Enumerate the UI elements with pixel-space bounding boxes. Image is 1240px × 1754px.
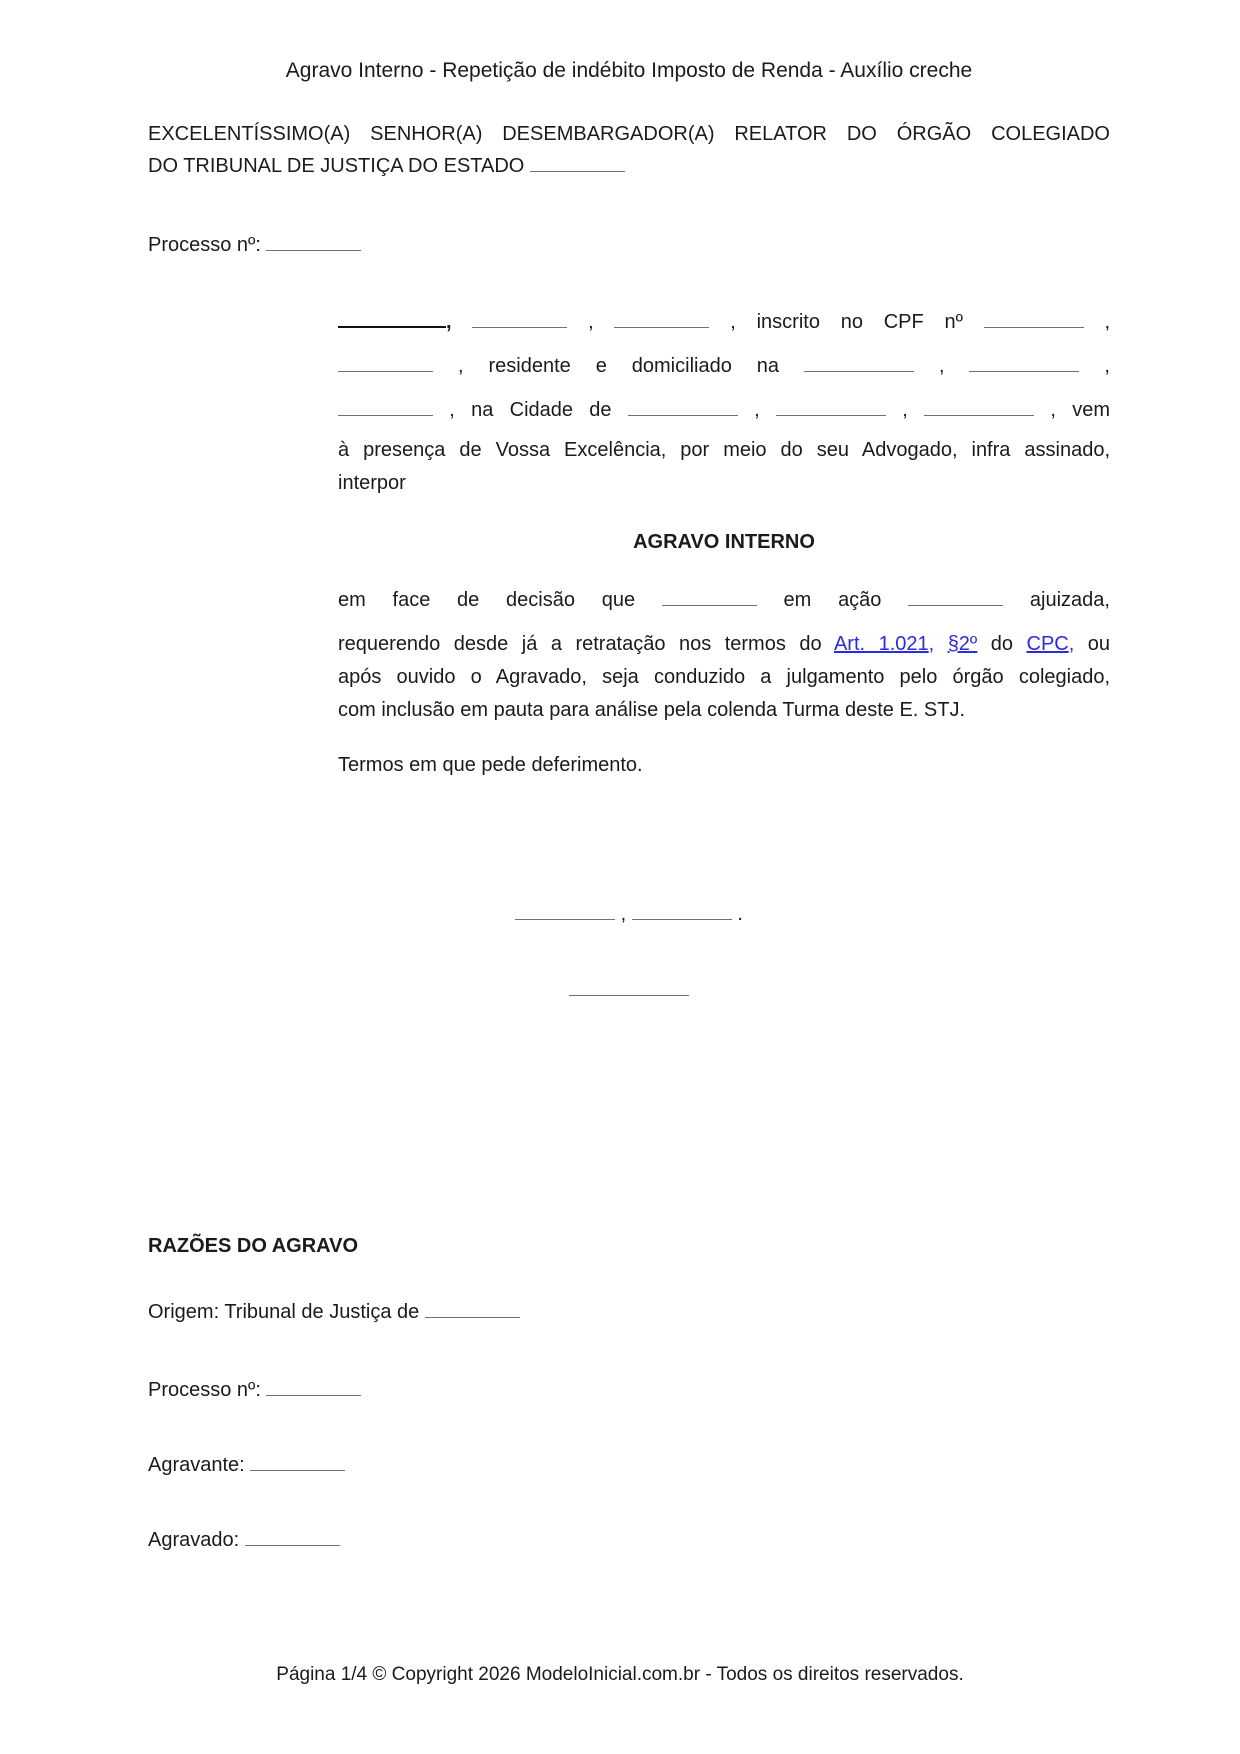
origem-blank-field <box>425 1298 520 1318</box>
razoes-heading: RAZÕES DO AGRAVO <box>148 1235 359 1257</box>
blank-field <box>338 352 433 372</box>
comma: , <box>588 311 594 333</box>
merits-text: ou <box>1087 633 1111 655</box>
comma: , <box>1104 355 1110 377</box>
blank-field <box>338 396 433 416</box>
comma: , <box>902 399 908 421</box>
comma: , <box>928 633 935 655</box>
comma: , <box>446 311 452 333</box>
qualification-paragraph <box>338 300 1110 498</box>
merits-paragraph <box>338 628 1110 727</box>
qualification-line-3 <box>338 388 1110 432</box>
date-blank-field <box>632 900 732 920</box>
processo-razoes-label: Processo nº: <box>148 1379 261 1401</box>
vem-text: vem <box>1072 399 1110 421</box>
comma: , <box>1068 633 1075 655</box>
blank-field <box>614 308 709 328</box>
agravado-label: Agravado: <box>148 1529 240 1551</box>
agravante-name-blank-field <box>338 307 446 328</box>
agravo-interno-heading: AGRAVO INTERNO <box>633 531 815 553</box>
comma: , <box>457 355 464 377</box>
merits-section <box>338 578 1110 727</box>
signature-line <box>148 975 1110 1005</box>
page-title: Agravo Interno - Repetição de indébito Imposto de Renda - Auxílio creche <box>285 59 973 82</box>
decision-blank-field <box>662 586 757 606</box>
qualification-line-5: interpor <box>338 472 406 494</box>
blank-field <box>969 352 1079 372</box>
blank-field <box>472 308 567 328</box>
comma: , <box>730 311 736 333</box>
city-blank-field <box>628 396 738 416</box>
signature-blank-field <box>569 976 689 996</box>
merits-line-1 <box>338 578 1110 622</box>
addressing-heading <box>148 118 1110 182</box>
city-text: na Cidade de <box>471 399 612 421</box>
cpf-number-blank-field <box>984 308 1084 328</box>
comma: , <box>620 903 627 925</box>
merits-text: requerendo desde já a retratação nos termos do <box>338 633 822 655</box>
merits-text: em face de decisão que <box>338 589 636 611</box>
qualification-line-1 <box>338 300 1110 344</box>
processo-razoes-blank-field <box>266 1376 361 1396</box>
comma: , <box>754 399 760 421</box>
addressing-line-1: EXCELENTÍSSIMO(A) SENHOR(A) DESEMBARGADOR(A) RELATOR DO ÓRGÃO COLEGIADO <box>148 123 1110 145</box>
origem-label: Origem: Tribunal de Justiça de <box>148 1301 420 1323</box>
addressing-line-2-text: DO TRIBUNAL DE JUSTIÇA DO ESTADO <box>148 155 525 177</box>
agravante-label: Agravante: <box>148 1454 245 1476</box>
page-footer: Página 1/4 © Copyright 2026 ModeloInicial.com.br - Todos os direitos reservados. <box>276 1664 964 1685</box>
comma: , <box>1050 399 1056 421</box>
merits-line-3: após ouvido o Agravado, seja conduzido a julgamento pelo órgão colegiado, <box>338 666 1110 688</box>
agravante-line <box>148 1450 1110 1480</box>
cpf-text: inscrito no CPF nº <box>756 311 963 333</box>
processo-blank-field <box>266 231 361 251</box>
agravado-blank-field <box>245 1526 340 1546</box>
qualification-line-2 <box>338 344 1110 388</box>
action-blank-field <box>908 586 1003 606</box>
closing-line: Termos em que pede deferimento. <box>338 754 643 776</box>
agravado-line <box>148 1525 1110 1555</box>
blank-field <box>924 396 1034 416</box>
merits-text: ajuizada, <box>1029 589 1110 611</box>
qualification-line-4: à presença de Vossa Excelência, por meio do seu Advogado, infra assinado, <box>338 439 1110 461</box>
estado-blank-field <box>530 152 625 172</box>
processo-razoes-line <box>148 1375 1110 1405</box>
period: . <box>737 903 743 925</box>
place-blank-field <box>515 900 615 920</box>
processo-line <box>148 230 1110 260</box>
merits-text: em ação <box>783 589 882 611</box>
link-cpc[interactable]: CPC <box>1026 633 1069 655</box>
merits-line-4: com inclusão em pauta para análise pela colenda Turma deste E. STJ. <box>338 699 966 721</box>
address-blank-field <box>804 352 914 372</box>
merits-text: do <box>990 633 1013 655</box>
merits-line-2 <box>338 628 1110 661</box>
comma: , <box>1104 311 1111 333</box>
origem-line <box>148 1297 1110 1327</box>
resident-text: residente e domiciliado na <box>488 355 780 377</box>
agravante-blank-field <box>250 1451 345 1471</box>
comma: , <box>449 399 455 421</box>
addressing-line-2 <box>148 150 1110 182</box>
link-paragrafo-2[interactable]: §2º <box>947 633 978 655</box>
link-art-1021[interactable]: Art. 1.021 <box>833 633 929 655</box>
place-date-line <box>148 899 1110 929</box>
blank-field <box>776 396 886 416</box>
processo-label: Processo nº: <box>148 234 261 256</box>
comma: , <box>938 355 945 377</box>
